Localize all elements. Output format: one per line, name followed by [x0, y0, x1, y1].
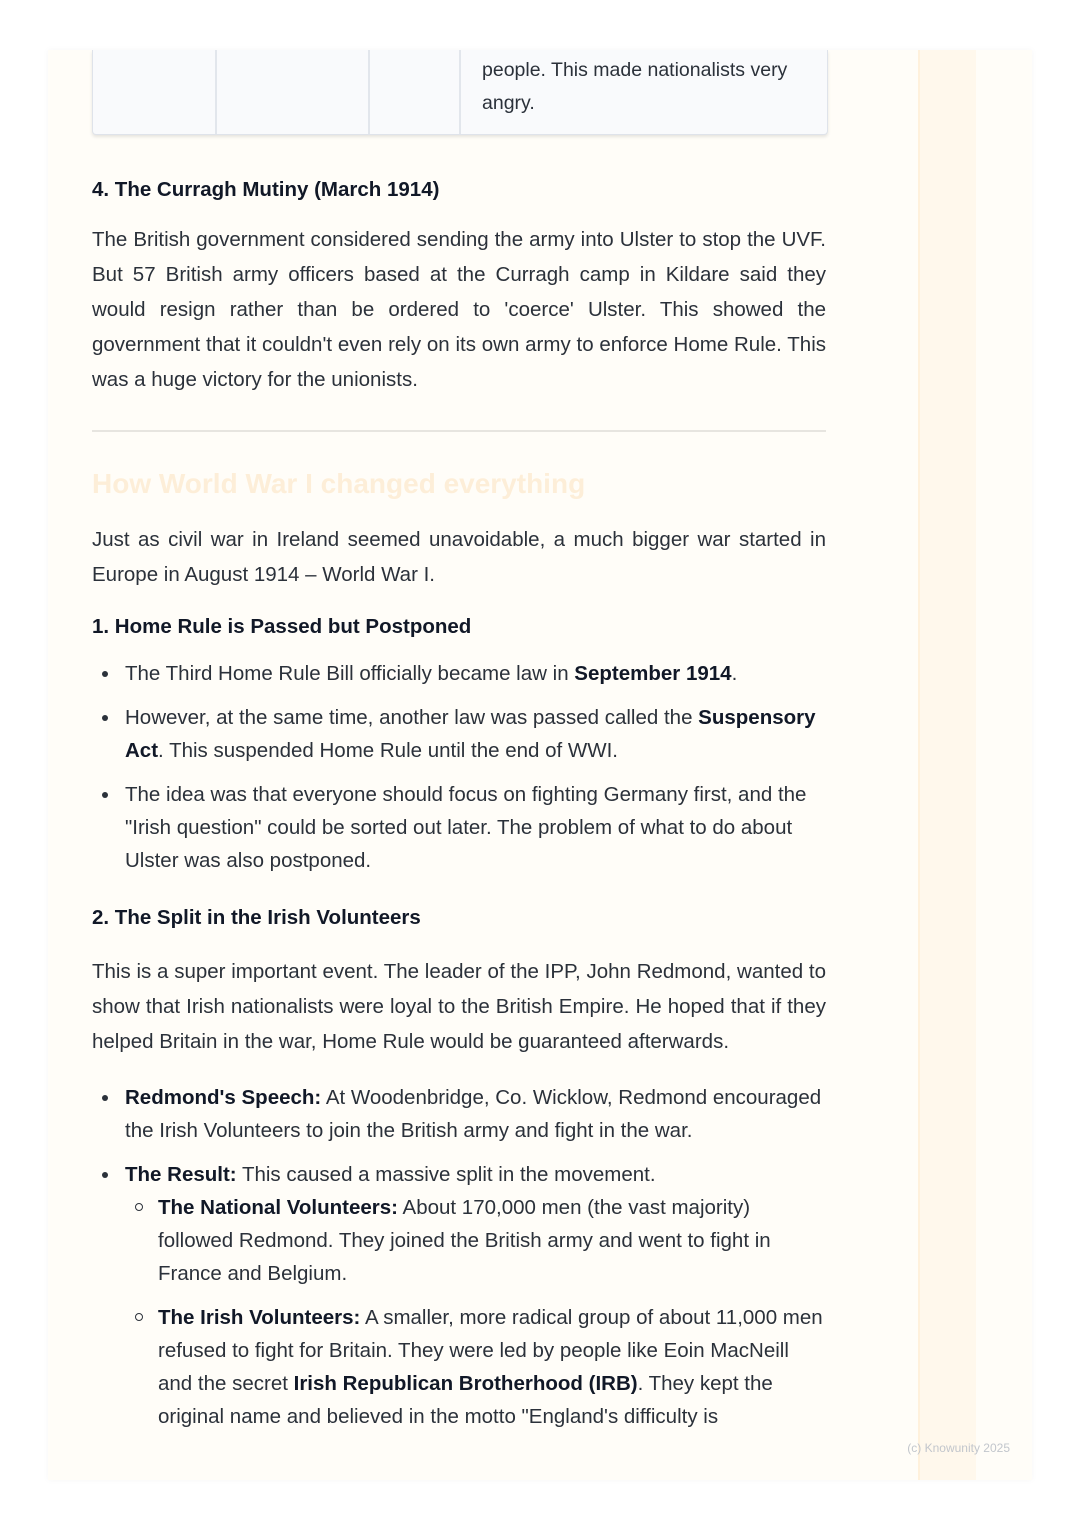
table-fragment — [92, 50, 828, 135]
section-divider — [92, 430, 826, 432]
list-item: The Result: This caused a massive split in the movement. The National Volunteers: About 170,000 men (the vast majority) followed Redmond. They joined the British army and went to fight in France and Belgium. The Irish Volunteers: A smaller, more radical group of about 11,000 men refused to fight for Britain. They were led by people like Eoin MacNeill and the secret Irish Republican Brotherhood (IRB). They kept the original name and believed in the motto "England's difficulty is — [92, 1158, 826, 1433]
list-item: The Third Home Rule Bill officially became law in September 1914. — [92, 657, 826, 690]
split-paragraph: This is a super important event. The leader of the IPP, John Redmond, wanted to show that Irish nationalists were loyal to the British Empire. He hoped that if they helped Britain in the war, Home Rule would be guaranteed afterwards. — [92, 960, 826, 1053]
split-list — [92, 1081, 826, 1433]
home-rule-heading: 1. Home Rule is Passed but Postponed — [92, 615, 472, 638]
table-column-divider — [368, 50, 370, 134]
side-strip — [918, 50, 976, 1480]
table-column-divider — [215, 50, 217, 134]
document-page — [48, 50, 1032, 1480]
curragh-paragraph: The British government considered sending the army into Ulster to stop the UVF. But 57 British army officers based at the Curragh camp in Kildare said they would resign rather than be ordered to 'coerce' Ulster. This showed the government that it couldn't even rely on its own army to enforce Home Rule. This was a huge victory for the unionists. — [92, 228, 826, 391]
list-item: However, at the same time, another law was passed called the Suspensory Act. This suspended Home Rule until the end of WWI. — [92, 701, 826, 767]
list-item: The idea was that everyone should focus on fighting Germany first, and the "Irish question" could be sorted out later. The problem of what to do about Ulster was also postponed. — [92, 778, 826, 877]
list-item: Redmond's Speech: At Woodenbridge, Co. Wicklow, Redmond encouraged the Irish Volunteers to join the British army and fight in the war. — [92, 1081, 826, 1147]
ww1-intro: Just as civil war in Ireland seemed unavoidable, a much bigger war started in Europe in August 1914 – World War I. — [92, 528, 826, 586]
document-content — [92, 50, 826, 1433]
split-heading: 2. The Split in the Irish Volunteers — [92, 906, 421, 929]
list-item: The National Volunteers: About 170,000 men (the vast majority) followed Redmond. They joined the British army and went to fight in France and Belgium. — [125, 1191, 826, 1290]
home-rule-list — [92, 657, 826, 877]
table-cell-text: people. This made nationalists very angry. — [482, 59, 788, 114]
section-title: How World War I changed everything — [92, 468, 586, 499]
list-item: The Irish Volunteers: A smaller, more radical group of about 11,000 men refused to fight for Britain. They were led by people like Eoin MacNeill and the secret Irish Republican Brotherhood (IRB). They kept the original name and believed in the motto "England's difficulty is — [125, 1301, 826, 1433]
copyright-footer: (c) Knowunity 2025 — [907, 1441, 1010, 1455]
table-column-divider — [459, 50, 461, 134]
split-sublist — [125, 1191, 826, 1433]
curragh-heading: 4. The Curragh Mutiny (March 1914) — [92, 178, 440, 201]
